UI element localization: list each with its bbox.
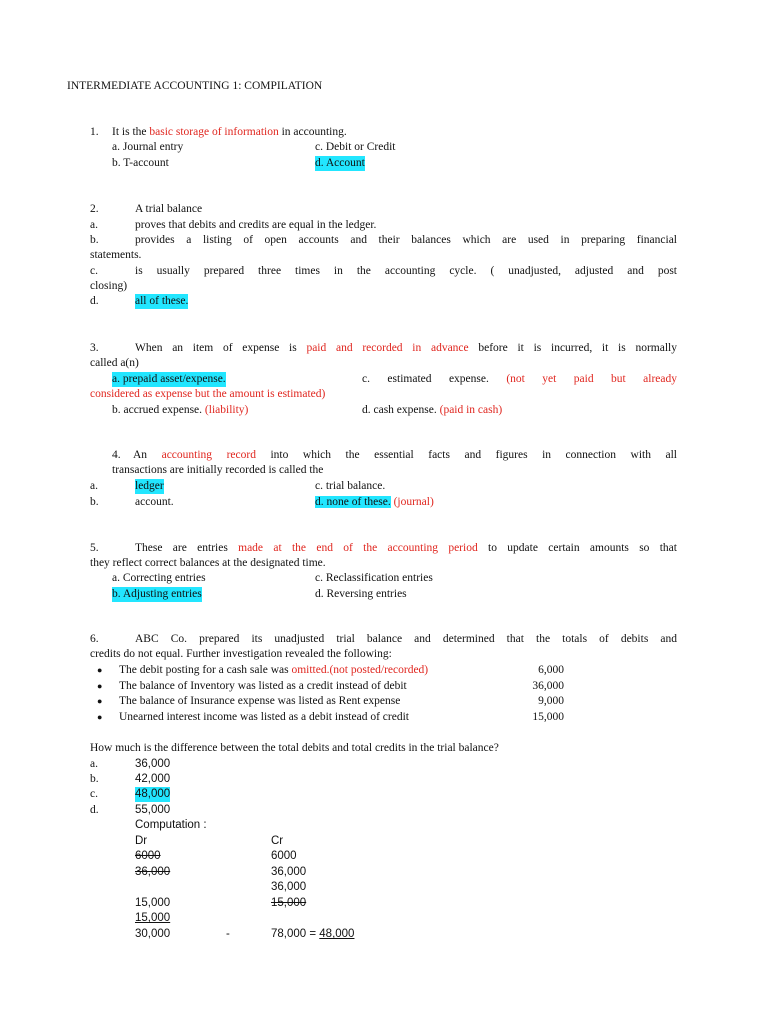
- q2-c-text-2: closing): [90, 280, 128, 292]
- q2-b-text-1: provides a listing of open accounts and their balances which are used in preparing financial: [135, 234, 677, 246]
- q4-b-text: account.: [135, 496, 174, 508]
- q3-option-c-note-2: considered as expense but the amount is estimated): [90, 388, 326, 400]
- q5-option-a: a. Correcting entries: [112, 572, 206, 584]
- q2-d-answer: all of these.: [135, 295, 189, 307]
- debit-entry: 15,000: [135, 897, 171, 909]
- q6-question: How much is the difference between the total debits and total credits in the trial balance?: [90, 742, 499, 754]
- q4-d-option: [315, 495, 434, 510]
- minus-sign: -: [226, 928, 230, 940]
- debit-entry: 36,000: [135, 866, 171, 878]
- q5-option-d: d. Reversing entries: [315, 588, 407, 600]
- q4-b-label: b.: [90, 496, 99, 508]
- q6-bullet-3-text: The balance of Insurance expense was listed as Rent expense: [119, 695, 401, 707]
- q6-bullet-1-red: omitted.(not posted/recorded): [291, 664, 429, 676]
- q4-stem-line2: transactions are initially recorded is called the: [112, 464, 324, 476]
- q6-c-value-answer: 48,000: [135, 788, 171, 800]
- q4-a-label: a.: [90, 480, 98, 492]
- q6-bullet-3-amount: 9,000: [538, 695, 564, 707]
- q3-option-c-note-1: (not yet paid but already: [506, 373, 678, 385]
- q6-bullet-4-text: Unearned interest income was listed as a debit instead of credit: [119, 711, 409, 723]
- q5-number: 5.: [90, 542, 99, 554]
- debit-header: Dr: [135, 835, 148, 847]
- q6-bullet-1: [119, 663, 428, 678]
- bullet-icon: ●: [97, 712, 103, 722]
- q4-stem: [133, 448, 677, 463]
- q6-d-value: 55,000: [135, 804, 171, 816]
- credit-entry: 15,000: [271, 897, 307, 909]
- q4-number: 4.: [112, 449, 121, 461]
- q4-d-note: (journal): [393, 496, 434, 508]
- q1-stem: [112, 125, 347, 140]
- q6-a-label: a.: [90, 758, 98, 770]
- debit-entry: 15,000: [135, 912, 171, 924]
- q5-stem-red: made at the end of the accounting period: [238, 542, 478, 554]
- q1-option-b: b. T-account: [112, 157, 169, 169]
- q6-c-label: c.: [90, 788, 98, 800]
- q2-d-label: d.: [90, 295, 99, 307]
- q3-option-d-text: d. cash expense.: [362, 404, 437, 416]
- q3-option-b-note: (liability): [204, 404, 249, 416]
- q3-stem-a: When an item of expense is: [135, 342, 307, 354]
- q6-d-label: d.: [90, 804, 99, 816]
- q2-number: 2.: [90, 203, 99, 215]
- q5-stem-b: to update certain amounts so that: [477, 542, 677, 554]
- q3-stem-red: paid and recorded in advance: [306, 342, 469, 354]
- q6-bullet-2-amount: 36,000: [532, 680, 564, 692]
- q3-option-c: [362, 372, 677, 387]
- q4-stem-a: An: [133, 449, 162, 461]
- q1-option-a: a. Journal entry: [112, 141, 184, 153]
- q1-stem-a: It is the: [112, 126, 150, 138]
- q5-option-b-answer: b. Adjusting entries: [112, 588, 202, 600]
- q6-stem-2: credits do not equal. Further investigation revealed the following:: [90, 648, 392, 660]
- q3-number: 3.: [90, 342, 99, 354]
- q5-stem: [135, 541, 677, 556]
- q2-b-label: b.: [90, 234, 99, 246]
- q6-stem-1: ABC Co. prepared its unadjusted trial balance and determined that the totals of debits and: [135, 633, 677, 645]
- q3-option-a-answer: a. prepaid asset/expense.: [112, 373, 226, 385]
- credit-entry: 6000: [271, 850, 297, 862]
- q2-a-label: a.: [90, 219, 98, 231]
- bullet-icon: ●: [97, 665, 103, 675]
- q3-option-b: [112, 403, 248, 418]
- q3-option-d-note: (paid in cash): [439, 404, 503, 416]
- q6-bullet-4-amount: 15,000: [532, 711, 564, 723]
- bullet-icon: ●: [97, 681, 103, 691]
- q3-option-c-text: c. estimated expense.: [362, 373, 489, 385]
- q6-b-value: 42,000: [135, 773, 171, 785]
- credit-entry: 36,000: [271, 881, 307, 893]
- q5-option-c: c. Reclassification entries: [315, 572, 433, 584]
- q3-stem: [135, 341, 677, 356]
- q1-option-c: c. Debit or Credit: [315, 141, 396, 153]
- q3-option-d: [362, 403, 502, 418]
- credit-entry: 36,000: [271, 866, 307, 878]
- q6-bullet-2-text: The balance of Inventory was listed as a credit instead of debit: [119, 680, 407, 692]
- debit-entry: 6000: [135, 850, 161, 862]
- q5-stem-line2: they reflect correct balances at the designated time.: [90, 557, 326, 569]
- q2-c-text-1: is usually prepared three times in the accounting cycle. ( unadjusted, adjusted and post: [135, 265, 677, 277]
- q6-b-label: b.: [90, 773, 99, 785]
- q3-stem-line2: called a(n): [90, 357, 139, 369]
- q2-b-text-2: statements.: [90, 249, 142, 261]
- q6-bullet-1-text: The debit posting for a cash sale was: [119, 664, 292, 676]
- debit-total: 30,000: [135, 928, 171, 940]
- q5-stem-a: These are entries: [135, 542, 239, 554]
- q1-stem-b: in accounting.: [278, 126, 347, 138]
- q2-a-text: proves that debits and credits are equal in the ledger.: [135, 219, 377, 231]
- q2-stem: A trial balance: [135, 203, 203, 215]
- page-title: INTERMEDIATE ACCOUNTING 1: COMPILATION: [67, 80, 323, 92]
- computation-label: Computation :: [135, 819, 207, 831]
- q4-d-answer: d. none of these.: [315, 496, 391, 508]
- q4-c-text: c. trial balance.: [315, 480, 386, 492]
- q3-option-b-text: b. accrued expense.: [112, 404, 203, 416]
- q4-stem-red: accounting record: [161, 449, 256, 461]
- q1-number: 1.: [90, 126, 99, 138]
- credit-total: 78,000 =: [271, 928, 320, 940]
- q6-number: 6.: [90, 633, 99, 645]
- bullet-icon: ●: [97, 696, 103, 706]
- difference-result: 48,000: [319, 928, 355, 940]
- credit-total-result: [271, 927, 354, 942]
- q6-bullet-1-amount: 6,000: [538, 664, 564, 676]
- q2-c-label: c.: [90, 265, 98, 277]
- credit-header: Cr: [271, 835, 284, 847]
- q1-stem-red: basic storage of information: [149, 126, 279, 138]
- q4-a-text: ledger: [135, 480, 164, 492]
- q3-stem-b: before it is incurred, it is normally: [468, 342, 677, 354]
- q6-a-value: 36,000: [135, 758, 171, 770]
- q1-option-d-answer: d. Account: [315, 157, 365, 169]
- q4-stem-b: into which the essential facts and figures in connection with all: [255, 449, 677, 461]
